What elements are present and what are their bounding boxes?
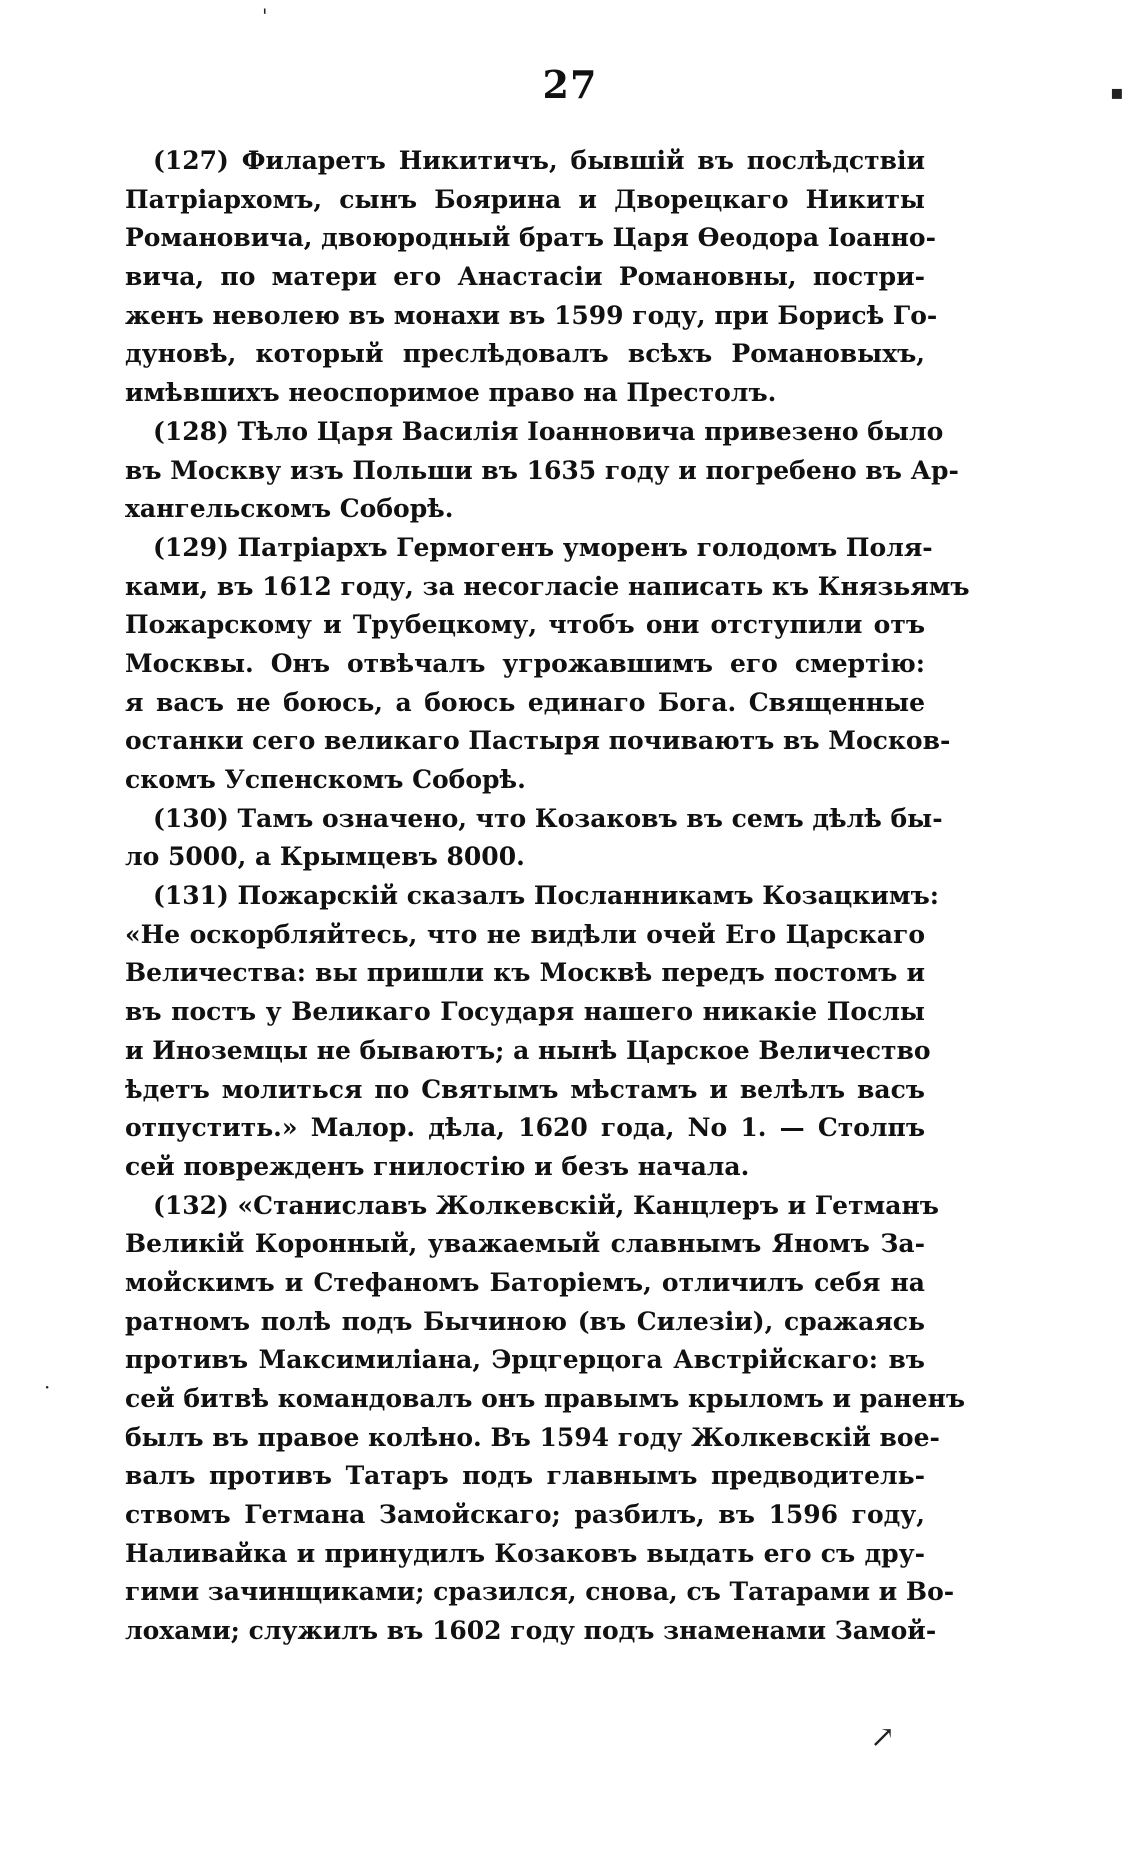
text-line: сей битвѣ командовалъ онъ правымъ крыломъ и раненъ [125, 1384, 966, 1413]
text-line: (131) Пожарскій сказалъ Посланникамъ Козацкимъ: [153, 881, 939, 911]
text-line: Наливайка и принудилъ Козаковъ выдать его съ дру- [125, 1538, 925, 1568]
footnotes-text [125, 142, 970, 1651]
print-speck-right: ▪ [1110, 80, 1124, 104]
text-line: Москвы. Онъ отвѣчалъ угрожавшимъ его смертію: [125, 648, 925, 678]
text-line: (130) Тамъ означено, что Козаковъ въ семъ дѣлѣ бы- [153, 803, 943, 833]
text-line: имѣвшихъ неоспоримое право на Престолъ. [125, 378, 777, 408]
text-line: я васъ не боюсь, а боюсь единаго Бога. Священные [125, 687, 925, 717]
text-line: ло 5000, а Крымцевъ 8000. [125, 842, 525, 872]
text-line: (127) Филаретъ Никитичъ, бывшій въ послѣдствіи [153, 146, 925, 175]
text-line: женъ неволею въ монахи въ 1599 году, при Борисѣ Го- [125, 300, 938, 330]
text-line: мойскимъ и Стефаномъ Баторіемъ, отличилъ себя на [125, 1267, 925, 1297]
text-line: (129) Патріархъ Гермогенъ уморенъ голодомъ Поля- [153, 532, 933, 562]
text-line: останки сего великаго Пастыря почиваютъ въ Москов- [125, 726, 951, 756]
text-line: и Иноземцы не бываютъ; а нынѣ Царское Величество [125, 1035, 931, 1065]
text-line: отпустить.» Малор. дѣла, 1620 года, No 1. — Столпъ [125, 1113, 925, 1143]
text-line: Величества: вы пришли къ Москвѣ передъ постомъ и [125, 958, 925, 988]
text-line: Патріархомъ, сынъ Боярина и Дворецкаго Никиты [125, 184, 925, 214]
text-line: хангельскомъ Соборѣ. [125, 494, 454, 524]
text-line: ствомъ Гетмана Замойскаго; разбилъ, въ 1596 году, [125, 1500, 925, 1530]
text-line: Романовича, двоюродный братъ Царя Ѳеодора Іоанно- [125, 223, 936, 253]
print-speck-bottom: ↗ [870, 1720, 896, 1755]
text-line: Пожарскому и Трубецкому, чтобъ они отступили отъ [125, 610, 925, 640]
page-number: 27 [542, 62, 598, 107]
text-line: ками, въ 1612 году, за несогласіе написать къ Князьямъ [125, 571, 970, 601]
text-line: вича, по матери его Анастасіи Романовны, постри- [125, 262, 925, 292]
text-line: гими зачинщиками; сразился, снова, съ Татарами и Во- [125, 1577, 955, 1607]
text-line: дуновѣ, который преслѣдовалъ всѣхъ Романовыхъ, [125, 339, 925, 369]
text-line: (132) «Станиславъ Жолкевскій, Канцлеръ и Гетманъ [153, 1190, 939, 1220]
text-line: противъ Максимиліана, Эрцгерцога Австрійскаго: въ [125, 1345, 925, 1375]
text-line: ратномъ полѣ подъ Бычиною (въ Силезіи), сражаясь [125, 1306, 925, 1336]
text-line: Великій Коронный, уважаемый славнымъ Яномъ За- [125, 1229, 925, 1259]
print-speck-top: ' [262, 4, 268, 28]
text-line: въ постъ у Великаго Государя нашего никакіе Послы [125, 997, 925, 1027]
text-line: валъ противъ Татаръ подъ главнымъ предводитель- [125, 1461, 925, 1491]
text-line: былъ въ правое колѣно. Въ 1594 году Жолкевскій вое- [125, 1422, 940, 1452]
text-line: лохами; служилъ въ 1602 году подъ знаменами Замой- [125, 1616, 937, 1646]
text-line: въ Москву изъ Польши въ 1635 году и погребено въ Ар- [125, 455, 959, 485]
text-line: сей поврежденъ гнилостію и безъ начала. [125, 1151, 750, 1181]
text-line: ѣдетъ молиться по Святымъ мѣстамъ и велѣлъ васъ [125, 1074, 925, 1104]
text-line: (128) Тѣло Царя Василія Іоанновича привезено было [153, 416, 944, 446]
text-line: «Не оскорбляйтесь, что не видѣли очей Его Царскаго [125, 919, 925, 949]
print-speck-left: · [44, 1375, 51, 1399]
text-line: скомъ Успенскомъ Соборѣ. [125, 765, 526, 794]
